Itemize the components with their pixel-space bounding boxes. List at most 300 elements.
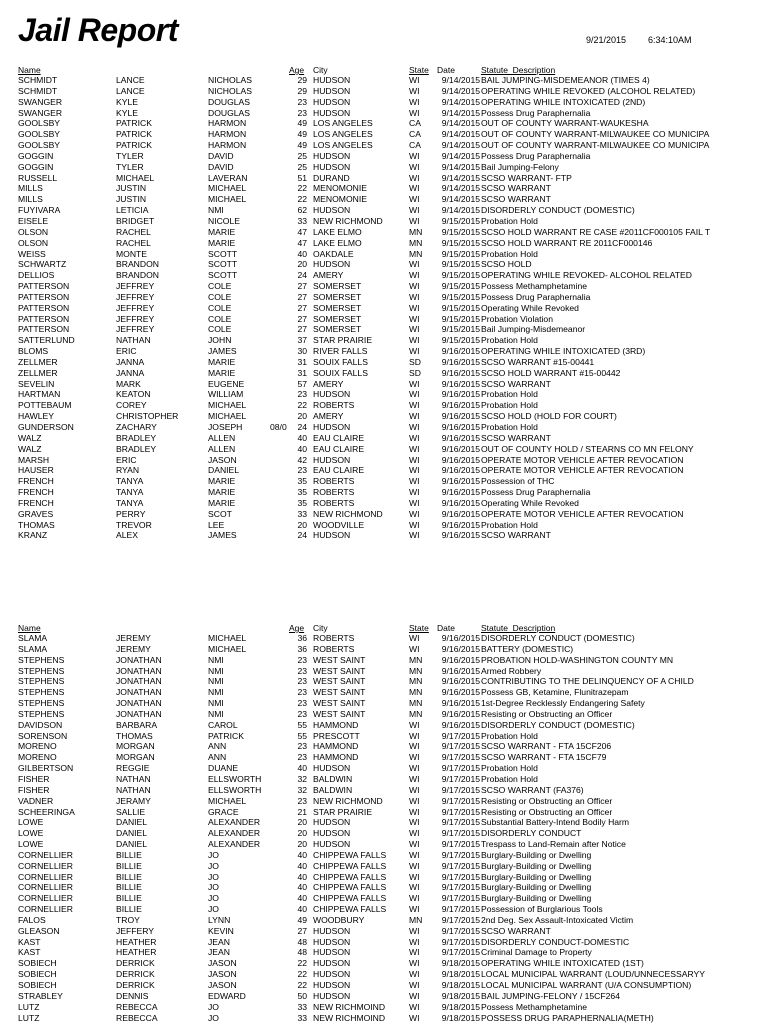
middle-name: DUANE (208, 763, 239, 774)
state: WI (409, 882, 420, 893)
table-row (0, 455, 768, 466)
booking-date: 9/16/2015 (441, 411, 480, 422)
city: AMERY (313, 378, 344, 389)
first-name: BRADLEY (116, 432, 157, 443)
first-name: PATRICK (116, 140, 152, 151)
last-name: GOOLSBY (18, 118, 61, 129)
middle-name: NMI (208, 676, 224, 687)
table-row (0, 633, 768, 644)
age: 20 (297, 519, 307, 530)
city: HUDSON (313, 85, 351, 96)
city: HAMMOND (313, 719, 359, 730)
header-city: City (313, 623, 328, 633)
state: WI (409, 925, 420, 936)
last-name: GLEASON (18, 925, 60, 936)
booking-date: 9/18/2015 (441, 980, 480, 990)
statute-description: OPERATING WHILE REVOKED- ALCOHOL RELATED (481, 270, 692, 281)
last-name: STRABLEY (18, 990, 63, 1001)
booking-date: 9/17/2015 (441, 828, 480, 839)
state: WI (409, 1001, 420, 1012)
middle-name: NMI (208, 665, 224, 676)
middle-name: KEVIN (208, 925, 234, 936)
age: 24 (297, 422, 307, 432)
city: OAKDALE (313, 248, 354, 259)
age: 31 (297, 367, 307, 378)
booking-date: 9/18/2015 (441, 1012, 480, 1023)
state: SD (409, 356, 421, 367)
city: HUDSON (313, 259, 351, 270)
middle-name: JO (208, 871, 219, 882)
table-row (0, 817, 768, 828)
city: STAR PRAIRIE (313, 335, 373, 346)
booking-date: 9/17/2015 (441, 795, 480, 806)
middle-name: ELLSWORTH (208, 784, 262, 795)
report-section-2 (0, 623, 768, 1023)
table-row (0, 465, 768, 476)
booking-date: 9/15/2015 (441, 302, 480, 313)
first-name: JEREMY (116, 633, 151, 643)
statute-description: Possess Drug Paraphernalia (481, 291, 591, 302)
middle-name: HARMON (208, 118, 247, 129)
middle-name: PATRICK (208, 730, 244, 741)
statute-description: Possess GB, Ketamine, Flunitrazepam (481, 687, 629, 698)
booking-date: 9/16/2015 (441, 719, 480, 730)
report-time: 6:34:10AM (648, 35, 692, 45)
booking-date: 9/16/2015 (441, 476, 480, 487)
state: WI (409, 719, 420, 730)
booking-date: 9/17/2015 (441, 773, 480, 784)
first-name: MARK (116, 378, 141, 389)
table-row (0, 720, 768, 731)
table-row (0, 530, 768, 541)
booking-date: 9/17/2015 (441, 936, 480, 947)
city: LOS ANGELES (313, 140, 373, 151)
city: BALDWIN (313, 784, 353, 795)
middle-name: HARMON (208, 129, 247, 140)
booking-date: 9/16/2015 (441, 454, 480, 465)
booking-date: 9/14/2015 (441, 96, 480, 107)
state: WI (409, 806, 420, 817)
last-name: SOBIECH (18, 969, 57, 980)
table-row (0, 346, 768, 357)
last-name: LUTZ (18, 1001, 40, 1012)
age: 20 (297, 259, 307, 270)
first-name: JONATHAN (116, 676, 162, 687)
city: HUDSON (313, 454, 351, 465)
last-name: CORNELLIER (18, 893, 73, 904)
middle-name: NICHOLAS (208, 85, 252, 96)
age: 23 (297, 465, 307, 476)
middle-name: WILLIAM (208, 389, 244, 400)
statute-description: Resisting or Obstructing an Officer (481, 795, 613, 806)
table-row (0, 980, 768, 991)
header-city: City (313, 65, 328, 75)
age: 23 (297, 708, 307, 719)
last-name: CORNELLIER (18, 849, 73, 860)
city: MENOMONIE (313, 194, 367, 205)
city: HUDSON (313, 389, 351, 400)
first-name: BRANDON (116, 270, 159, 281)
first-name: COREY (116, 400, 147, 411)
city: DURAND (313, 172, 350, 183)
middle-name: JO (208, 882, 219, 893)
middle-name: NICHOLAS (208, 75, 252, 85)
city: EAU CLAIRE (313, 432, 365, 443)
booking-date: 9/17/2015 (441, 947, 480, 958)
table-row (0, 389, 768, 400)
state: WI (409, 958, 420, 969)
table-row (0, 118, 768, 129)
state: WI (409, 422, 420, 432)
statute-description: Probation Hold (481, 335, 538, 346)
city: HAMMOND (313, 752, 359, 763)
first-name: NATHAN (116, 773, 151, 784)
middle-name: DAVID (208, 150, 234, 161)
booking-date: 9/14/2015 (441, 85, 480, 96)
age: 40 (297, 432, 307, 443)
last-name: THOMAS (18, 519, 55, 530)
header-age: Age (289, 623, 305, 633)
statute-description: OPERATING WHILE REVOKED (ALCOHOL RELATED) (481, 85, 696, 96)
age: 49 (297, 118, 307, 129)
age: 30 (297, 346, 307, 357)
first-name: DERRICK (116, 969, 155, 980)
last-name: MORENO (18, 741, 57, 752)
statute-description: BATTERY (DOMESTIC) (481, 643, 574, 654)
age: 35 (297, 476, 307, 487)
booking-date: 9/16/2015 (441, 708, 480, 719)
city: NEW RICHMOND (313, 795, 383, 806)
age: 31 (297, 356, 307, 367)
statute-description: Burglary-Building or Dwelling (481, 893, 592, 904)
table-row (0, 292, 768, 303)
age: 23 (297, 389, 307, 400)
state: WI (409, 281, 420, 292)
state: WI (409, 150, 420, 161)
middle-name: ALLEN (208, 432, 236, 443)
booking-date: 9/16/2015 (441, 422, 480, 432)
state: WI (409, 730, 420, 741)
age: 20 (297, 411, 307, 422)
table-row (0, 422, 768, 433)
table-row (0, 194, 768, 205)
booking-date: 9/16/2015 (441, 432, 480, 443)
table-row (0, 433, 768, 444)
statute-description: Bail Jumping-Felony (481, 161, 559, 172)
last-name: HAWLEY (18, 411, 54, 422)
table-row (0, 872, 768, 883)
middle-name: LYNN (208, 914, 231, 925)
city: SOUIX FALLS (313, 367, 368, 378)
last-name: CORNELLIER (18, 882, 73, 893)
city: EAU CLAIRE (313, 465, 365, 476)
age: 36 (297, 643, 307, 654)
first-name: RACHEL (116, 237, 151, 248)
first-name: DANIEL (116, 817, 148, 828)
first-name: BILLIE (116, 904, 142, 915)
middle-name: ALLEN (208, 443, 236, 454)
last-name: FRENCH (18, 497, 54, 508)
first-name: MORGAN (116, 741, 155, 752)
state: MN (409, 248, 423, 259)
age: 23 (297, 676, 307, 687)
first-name: MONTE (116, 248, 148, 259)
first-name: JEFFREY (116, 302, 155, 313)
statute-description: Probation Hold (481, 773, 538, 784)
state: WI (409, 947, 420, 958)
middle-name: LEE (208, 519, 225, 530)
state: MN (409, 237, 423, 248)
table-row (0, 796, 768, 807)
city: HUDSON (313, 817, 351, 828)
state: WI (409, 633, 420, 643)
statute-description: Possess Drug Paraphernalia (481, 150, 591, 161)
last-name: STEPHENS (18, 698, 65, 709)
statute-description: Probation Hold (481, 422, 538, 432)
statute-description: OUT OF COUNTY WARRANT-MILWAUKEE CO MUNICIPA (481, 129, 710, 140)
table-row (0, 741, 768, 752)
table-row (0, 303, 768, 314)
middle-name: JOSEPH (208, 422, 243, 432)
state: WI (409, 313, 420, 324)
booking-date: 9/17/2015 (441, 914, 480, 925)
city: CHIPPEWA FALLS (313, 849, 387, 860)
first-name: LANCE (116, 75, 145, 85)
table-row (0, 774, 768, 785)
booking-date: 9/14/2015 (441, 150, 480, 161)
age: 35 (297, 487, 307, 498)
statute-description: Burglary-Building or Dwelling (481, 849, 592, 860)
age: 22 (297, 980, 307, 990)
city: HAMMOND (313, 741, 359, 752)
last-name: CORNELLIER (18, 871, 73, 882)
first-name: KYLE (116, 107, 138, 118)
state: WI (409, 107, 420, 118)
last-name: SCHMIDT (18, 75, 58, 85)
age: 40 (297, 893, 307, 904)
middle-name: JO (208, 1012, 219, 1023)
last-name: POTTEBAUM (18, 400, 72, 411)
middle-name: SCOTT (208, 259, 238, 270)
statute-description: Operating While Revoked (481, 302, 579, 313)
middle-name: LAVERAN (208, 172, 248, 183)
booking-date: 9/15/2015 (441, 237, 480, 248)
state: WI (409, 849, 420, 860)
statute-description: OPERATING WHILE INTOXICATED (1ST) (481, 958, 644, 969)
city: ROBERTS (313, 400, 355, 411)
statute-description: Probation Hold (481, 730, 538, 741)
first-name: JONATHAN (116, 654, 162, 665)
last-name: SATTERLUND (18, 335, 75, 346)
last-name: SWANGER (18, 107, 63, 118)
state: WI (409, 530, 420, 541)
booking-date: 9/15/2015 (441, 313, 480, 324)
last-name: FISHER (18, 773, 50, 784)
booking-date: 9/17/2015 (441, 904, 480, 915)
state: WI (409, 432, 420, 443)
city: CHIPPEWA FALLS (313, 860, 387, 871)
statute-description: Trespass to Land-Remain after Notice (481, 839, 626, 850)
last-name: SOBIECH (18, 958, 57, 969)
state: WI (409, 389, 420, 400)
city: ROBERTS (313, 643, 355, 654)
state: WI (409, 763, 420, 774)
statute-description: 2nd Deg. Sex Assault-Intoxicated Victim (481, 914, 634, 925)
city: HUDSON (313, 990, 351, 1001)
age: 49 (297, 140, 307, 151)
statute-description: OPERATING WHILE INTOXICATED (3RD) (481, 346, 646, 357)
first-name: KYLE (116, 96, 138, 107)
last-name: DAVIDSON (18, 719, 63, 730)
statute-description: POSSESS DRUG PARAPHERNALIA(METH) (481, 1012, 654, 1023)
first-name: PATRICK (116, 118, 152, 129)
state: WI (409, 161, 420, 172)
table-row (0, 937, 768, 948)
table-row (0, 97, 768, 108)
city: HUDSON (313, 936, 351, 947)
state: WI (409, 773, 420, 784)
header-state: State (409, 623, 429, 633)
table-row (0, 140, 768, 151)
middle-name: ANN (208, 741, 227, 752)
first-name: JUSTIN (116, 194, 147, 205)
middle-name: NICOLE (208, 215, 240, 226)
table-row (0, 108, 768, 119)
table-row (0, 785, 768, 796)
statute-description: CONTRIBUTING TO THE DELINQUENCY OF A CHILD (481, 676, 694, 687)
last-name: GOGGIN (18, 161, 54, 172)
middle-name: COLE (208, 302, 232, 313)
statute-description: LOCAL MUNICIPAL WARRANT (LOUD/UNNECESSARYY (481, 969, 705, 980)
first-name: SALLIE (116, 806, 146, 817)
table-row (0, 205, 768, 216)
table-row (0, 947, 768, 958)
last-name: EISELE (18, 215, 49, 226)
city: CHIPPEWA FALLS (313, 882, 387, 893)
statute-description: OPERATE MOTOR VEHICLE AFTER REVOCATION (481, 508, 684, 519)
age: 23 (297, 665, 307, 676)
age: 33 (297, 1001, 307, 1012)
table-row (0, 915, 768, 926)
age: 27 (297, 291, 307, 302)
header-statute: Statute_Description (481, 623, 556, 633)
state: MN (409, 676, 423, 687)
middle-name: COLE (208, 291, 232, 302)
statute-description: Probation Hold (481, 389, 538, 400)
middle-name: JO (208, 904, 219, 915)
last-name: PATTERSON (18, 302, 70, 313)
last-name: STEPHENS (18, 665, 65, 676)
middle-name: COLE (208, 324, 232, 335)
middle-name: ALEXANDER (208, 817, 261, 828)
last-name: FALOS (18, 914, 46, 925)
age: 27 (297, 302, 307, 313)
city: WEST SAINT (313, 665, 366, 676)
age: 40 (297, 763, 307, 774)
booking-date: 9/17/2015 (441, 741, 480, 752)
statute-description: OPERATING WHILE INTOXICATED (2ND) (481, 96, 646, 107)
table-row (0, 509, 768, 520)
statute-description: Possess Drug Paraphernalia (481, 487, 591, 498)
report-date: 9/21/2015 (586, 35, 627, 45)
middle-name: HARMON (208, 140, 247, 151)
header-name: Name (18, 623, 41, 633)
booking-date: 9/16/2015 (441, 519, 480, 530)
table-row (0, 882, 768, 893)
statute-description: Resisting or Obstructing an Officer (481, 806, 613, 817)
age: 20 (297, 839, 307, 850)
last-name: SOBIECH (18, 980, 57, 990)
first-name: JONATHAN (116, 698, 162, 709)
statute-description: Burglary-Building or Dwelling (481, 882, 592, 893)
middle-name: NMI (208, 205, 224, 216)
age: 32 (297, 784, 307, 795)
state: WI (409, 817, 420, 828)
city: HUDSON (313, 947, 351, 958)
last-name: ZELLMER (18, 356, 58, 367)
state: WI (409, 465, 420, 476)
middle-name: JO (208, 849, 219, 860)
city: WEST SAINT (313, 698, 366, 709)
state: WI (409, 990, 420, 1001)
city: NEW RICHMOIND (313, 1001, 386, 1012)
middle-name: ALEXANDER (208, 839, 261, 850)
state: WI (409, 643, 420, 654)
middle-name: NMI (208, 698, 224, 709)
age: 55 (297, 719, 307, 730)
last-name: SCHMIDT (18, 85, 58, 96)
statute-description: SCSO WARRANT (481, 925, 551, 936)
age: 32 (297, 773, 307, 784)
table-row (0, 861, 768, 872)
age: 37 (297, 335, 307, 346)
last-name: FRENCH (18, 487, 54, 498)
statute-description: LOCAL MUNICIPAL WARRANT (U/A CONSUMPTION) (481, 980, 692, 990)
age: 47 (297, 237, 307, 248)
city: HUDSON (313, 839, 351, 850)
state: WI (409, 752, 420, 763)
city: LOS ANGELES (313, 118, 373, 129)
statute-description: DISORDERLY CONDUCT (481, 828, 582, 839)
age: 23 (297, 795, 307, 806)
table-row (0, 379, 768, 390)
age: 24 (297, 270, 307, 281)
middle-name: JO (208, 860, 219, 871)
last-name: PATTERSON (18, 281, 70, 292)
city: STAR PRAIRIE (313, 806, 373, 817)
statute-description: SCSO HOLD WARRANT RE 2011CF000146 (481, 237, 653, 248)
table-row (0, 904, 768, 915)
first-name: JANNA (116, 367, 145, 378)
first-name: JEFFREY (116, 324, 155, 335)
booking-date: 9/14/2015 (441, 75, 480, 85)
middle-name: EDWARD (208, 990, 246, 1001)
age: 51 (297, 172, 307, 183)
table-row (0, 129, 768, 140)
age: 48 (297, 947, 307, 958)
statute-description: Probation Hold (481, 215, 538, 226)
middle-name: JASON (208, 958, 237, 969)
middle-name: ANN (208, 752, 227, 763)
table-row (0, 444, 768, 455)
table-row (0, 709, 768, 720)
state: WI (409, 335, 420, 346)
city: LAKE ELMO (313, 237, 362, 248)
statute-description: SCSO WARRANT - FTA 15CF79 (481, 752, 607, 763)
booking-date: 9/17/2015 (441, 893, 480, 904)
statute-description: OUT OF COUNTY WARRANT-MILWAUKEE CO MUNICIPA (481, 140, 710, 151)
city: RIVER FALLS (313, 346, 368, 357)
